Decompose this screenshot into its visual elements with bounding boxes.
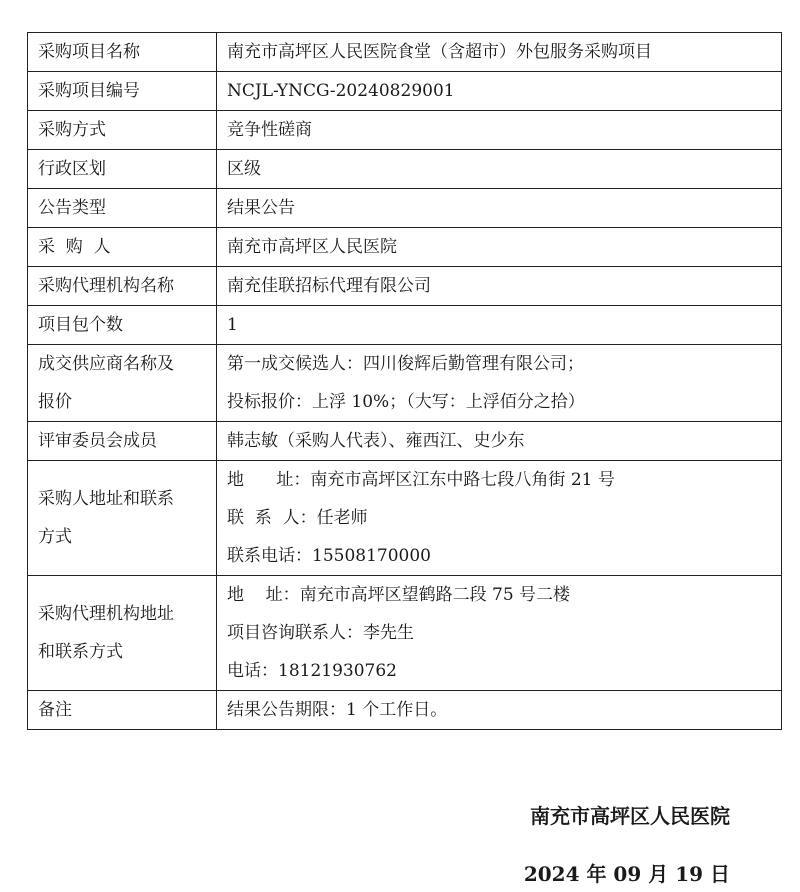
row-value: 区级	[217, 150, 782, 189]
row-label: 项目包个数	[28, 306, 217, 345]
row-label: 采购项目名称	[28, 33, 217, 72]
table-row	[28, 306, 782, 345]
row-label: 采购项目编号	[28, 72, 217, 111]
row-value: 第一成交候选人：四川俊辉后勤管理有限公司； 投标报价：上浮 10%；（大写：上浮佰分之拾）	[217, 345, 782, 422]
row-value: 南充市高坪区人民医院食堂（含超市）外包服务采购项目	[217, 33, 782, 72]
row-value: 地 址：南充市高坪区江东中路七段八角街 21 号 联 系 人：任老师 联系电话：15508170000	[217, 461, 782, 576]
table-row	[28, 267, 782, 306]
row-value: 结果公告期限：1 个工作日。	[217, 691, 782, 730]
row-label: 采购代理机构名称	[28, 267, 217, 306]
table-row	[28, 422, 782, 461]
row-label: 公告类型	[28, 189, 217, 228]
table-row	[28, 228, 782, 267]
issue-date: 2024 年 09 月 19 日	[523, 862, 730, 886]
row-label: 采 购 人	[28, 228, 217, 267]
row-label: 采购方式	[28, 111, 217, 150]
table-row	[28, 691, 782, 730]
table-row	[28, 111, 782, 150]
row-label: 评审委员会成员	[28, 422, 217, 461]
row-value: 结果公告	[217, 189, 782, 228]
row-label: 备注	[28, 691, 217, 730]
table-row	[28, 461, 782, 576]
row-label: 采购人地址和联系 方式	[28, 461, 217, 576]
table-row	[28, 150, 782, 189]
row-value: 南充佳联招标代理有限公司	[217, 267, 782, 306]
row-value: NCJL-YNCG-20240829001	[217, 72, 782, 111]
table-row	[28, 189, 782, 228]
issuer-name: 南充市高坪区人民医院	[530, 804, 730, 828]
table-row	[28, 33, 782, 72]
table-row	[28, 576, 782, 691]
table-row	[28, 72, 782, 111]
row-label: 行政区划	[28, 150, 217, 189]
procurement-info-table	[27, 32, 782, 730]
row-label: 成交供应商名称及 报价	[28, 345, 217, 422]
row-value: 竞争性磋商	[217, 111, 782, 150]
row-value: 地 址：南充市高坪区望鹤路二段 75 号二楼 项目咨询联系人：李先生 电话：18121930762	[217, 576, 782, 691]
row-label: 采购代理机构地址 和联系方式	[28, 576, 217, 691]
table-row	[28, 345, 782, 422]
row-value: 韩志敏（采购人代表）、雍西江、史少东	[217, 422, 782, 461]
row-value: 南充市高坪区人民医院	[217, 228, 782, 267]
row-value: 1	[217, 306, 782, 345]
